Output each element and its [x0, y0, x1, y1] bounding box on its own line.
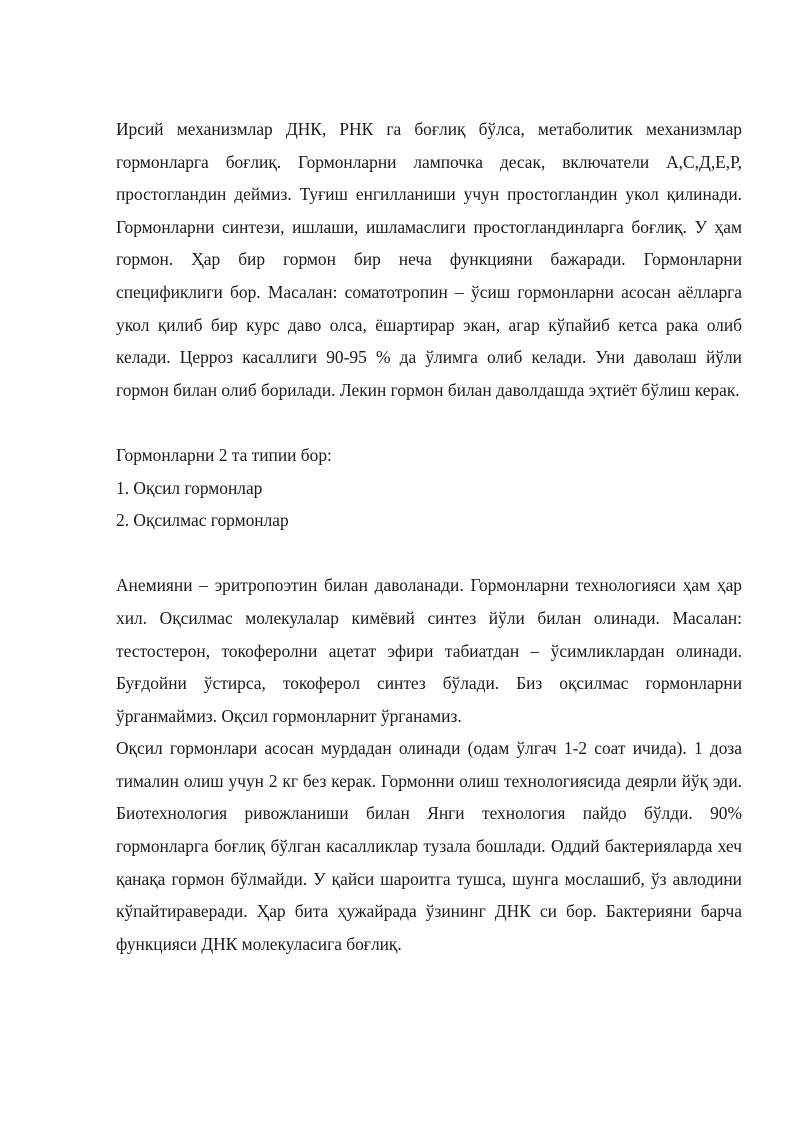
document-page: [116, 113, 742, 960]
list-item-nonprotein-hormones: 2. Оқсилмас гормонлар: [116, 510, 289, 531]
paragraph-anemia-treatment: Анемияни – эритропоэтин билан даволанади. Гормонларни технологияси ҳам ҳар хил. Оқсилмас молекулалар кимёвий синтез йўли билан олинади. Масалан: тестостерон, токоферолни ацетат эфири табиатдан – ўсимликлардан олинади. Буғдойни ўстирса, токоферол синтез бўлади. Биз оқсилмас гормонларни ўрганмаймиз. Оқсил гормонларнит ўрганамиз.: [116, 575, 742, 726]
paragraph-hormone-mechanisms: Ирсий механизмлар ДНК, РНК га боғлиқ бўлса, метаболитик механизмлар гормонларга боғлиқ. Гормонларни лампочка десак, включатели А,С,Д,Е,Р, простогландин деймиз. Туғиш енгилланиши учун простогландин укол қилинади. Гормонларни синтези, ишлаши, ишламаслиги простогландинларга боғлиқ. У ҳам гормон. Ҳар бир гормон бир неча функцияни бажаради. Гормонларни спецификлиги бор. Масалан: соматотропин – ўсиш гормонларни асосан аёлларга укол қилиб бир курс даво олса, ёшартирар экан, агар кўпайиб кетса рака олиб келади. Церроз касаллиги 90-95 % да ўлимга олиб келади. Уни даволаш йўли гормон билан олиб борилади. Лекин гормон билан даволдашда эҳтиёт бўлиш керак.: [116, 119, 742, 400]
paragraph-hormone-types-intro: Гормонларни 2 та типии бор:: [116, 444, 332, 465]
paragraph-protein-hormone-sources: Оқсил гормонлари асосан мурдадан олинади (одам ўлгач 1-2 соат ичида). 1 доза тималин олиш учун 2 кг без керак. Гормонни олиш технологиясида деярли йўқ эди. Биотехнология ривожланиши билан Янги технология пайдо бўлди. 90% гормонларга боғлиқ бўлган касалликлар тузала бошлади. Оддий бактерияларда хеч қанақа гормон бўлмайди. У қайси шароитга тушса, шунга мослашиб, ўз авлодини кўпайтираверади. Ҳар бита ҳужайрада ўзининг ДНК си бор. Бактерияни барча функцияси ДНК молекуласига боғлиқ.: [116, 738, 742, 954]
list-item-protein-hormones: 1. Оқсил гормонлар: [116, 477, 263, 498]
